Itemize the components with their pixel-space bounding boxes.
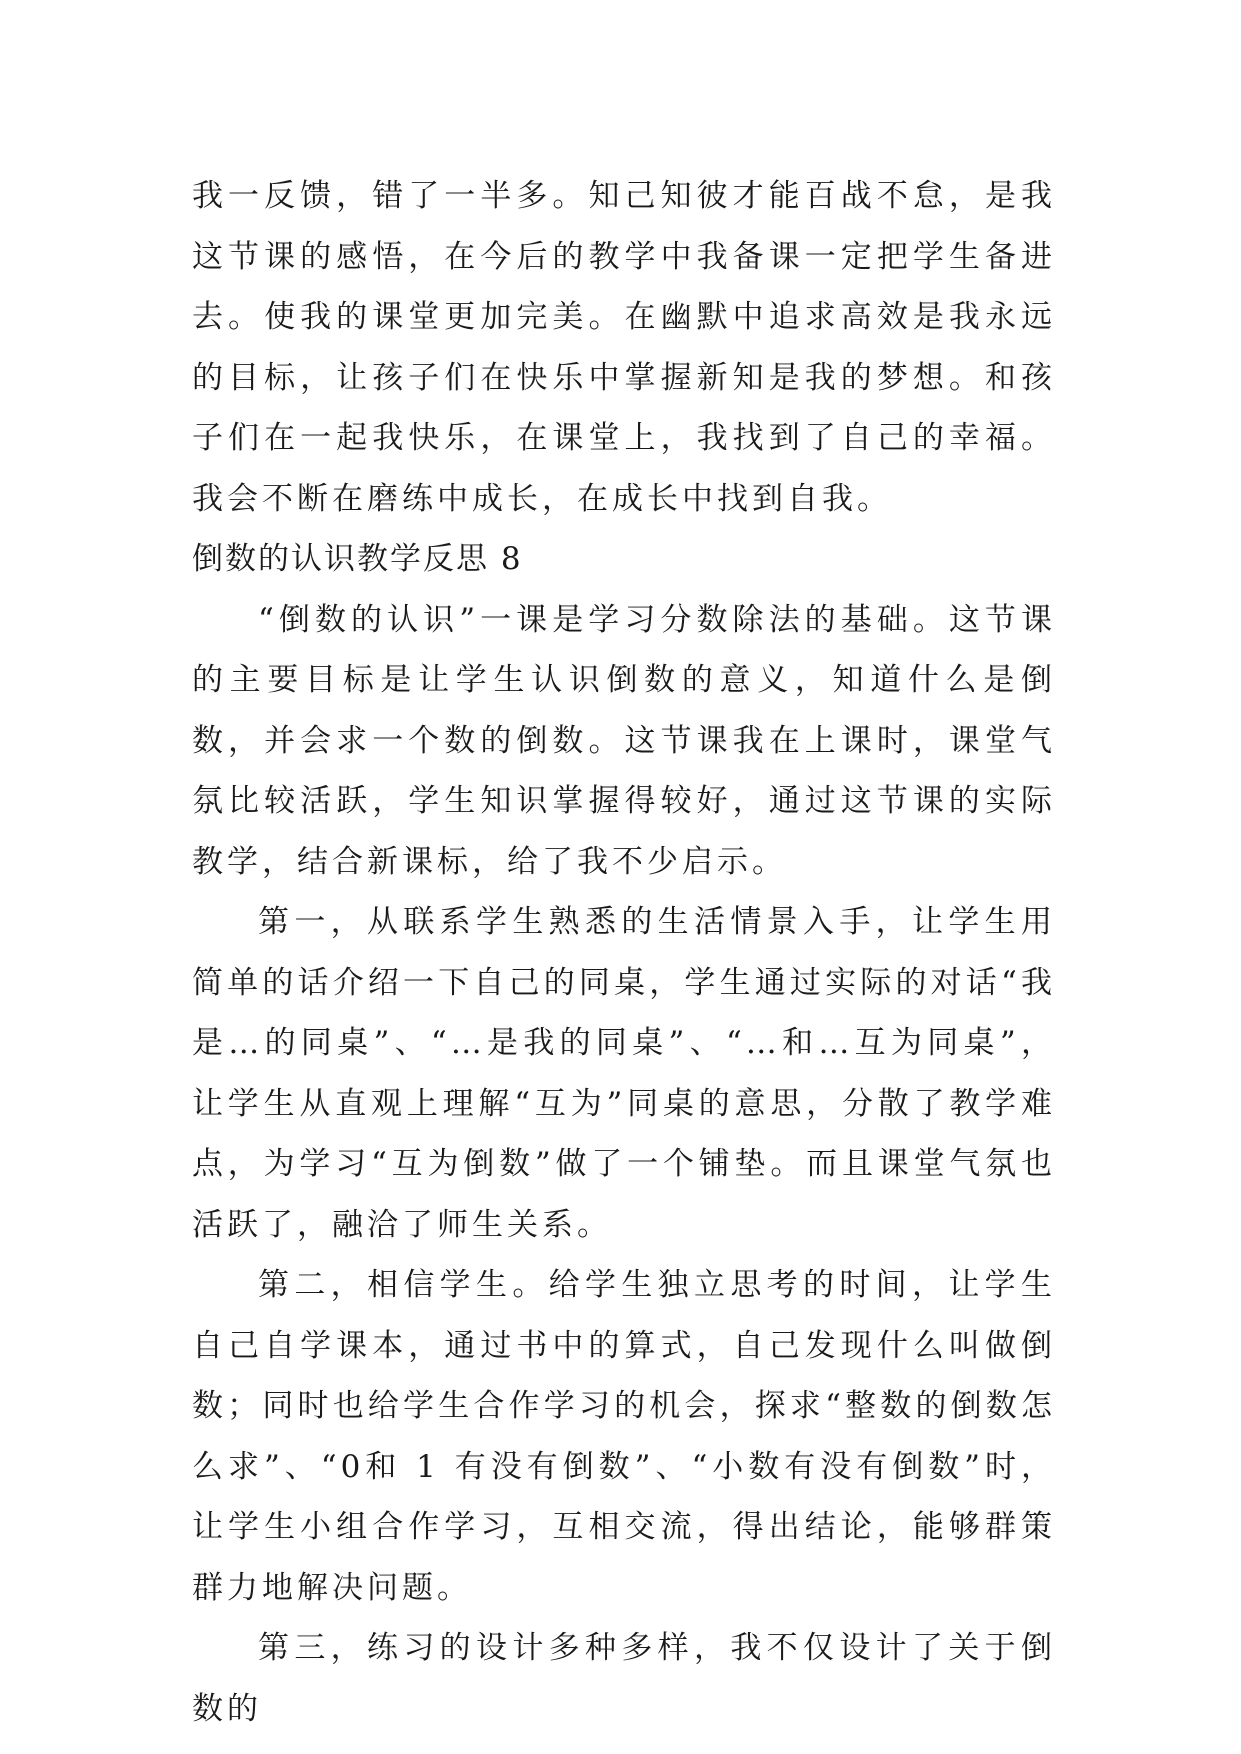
paragraph-third-point: 第三，练习的设计多种多样，我不仅设计了关于倒数的	[192, 1630, 1056, 1727]
document-body	[192, 166, 1056, 1739]
paragraph-second-point: 第二，相信学生。给学生独立思考的时间，让学生自己自学课本，通过书中的算式，自己发现什么叫做倒数；同时也给学生合作学习的机会，探求“整数的倒数怎么求”、“0和 1 有没有倒数”、“小数有没有倒数”时，让学生小组合作学习，互相交流，得出结论，能够群策群力地解决问题。	[192, 1267, 1056, 1606]
paragraph-intro: “倒数的认识”一课是学习分数除法的基础。这节课的主要目标是让学生认识倒数的意义，知道什么是倒数，并会求一个数的倒数。这节课我在上课时，课堂气氛比较活跃，学生知识掌握得较好，通过这节课的实际教学，结合新课标，给了我不少启示。	[192, 601, 1056, 880]
continued-paragraph: 我一反馈，错了一半多。知己知彼才能百战不怠，是我这节课的感悟，在今后的教学中我备课一定把学生备进去。使我的课堂更加完美。在幽默中追求高效是我永远的目标，让孩子们在快乐中掌握新知是我的梦想。和孩子们在一起我快乐，在课堂上，我找到了自己的幸福。我会不断在磨练中成长，在成长中找到自我。	[192, 178, 1056, 517]
paragraph-first-point: 第一，从联系学生熟悉的生活情景入手，让学生用简单的话介绍一下自己的同桌，学生通过实际的对话“我是…的同桌”、“…是我的同桌”、“…和…互为同桌”，让学生从直观上理解“互为”同桌的意思，分散了教学难点，为学习“互为倒数”做了一个铺垫。而且课堂气氛也活跃了，融洽了师生关系。	[192, 904, 1056, 1243]
section-title: 倒数的认识教学反思 8	[192, 541, 523, 577]
